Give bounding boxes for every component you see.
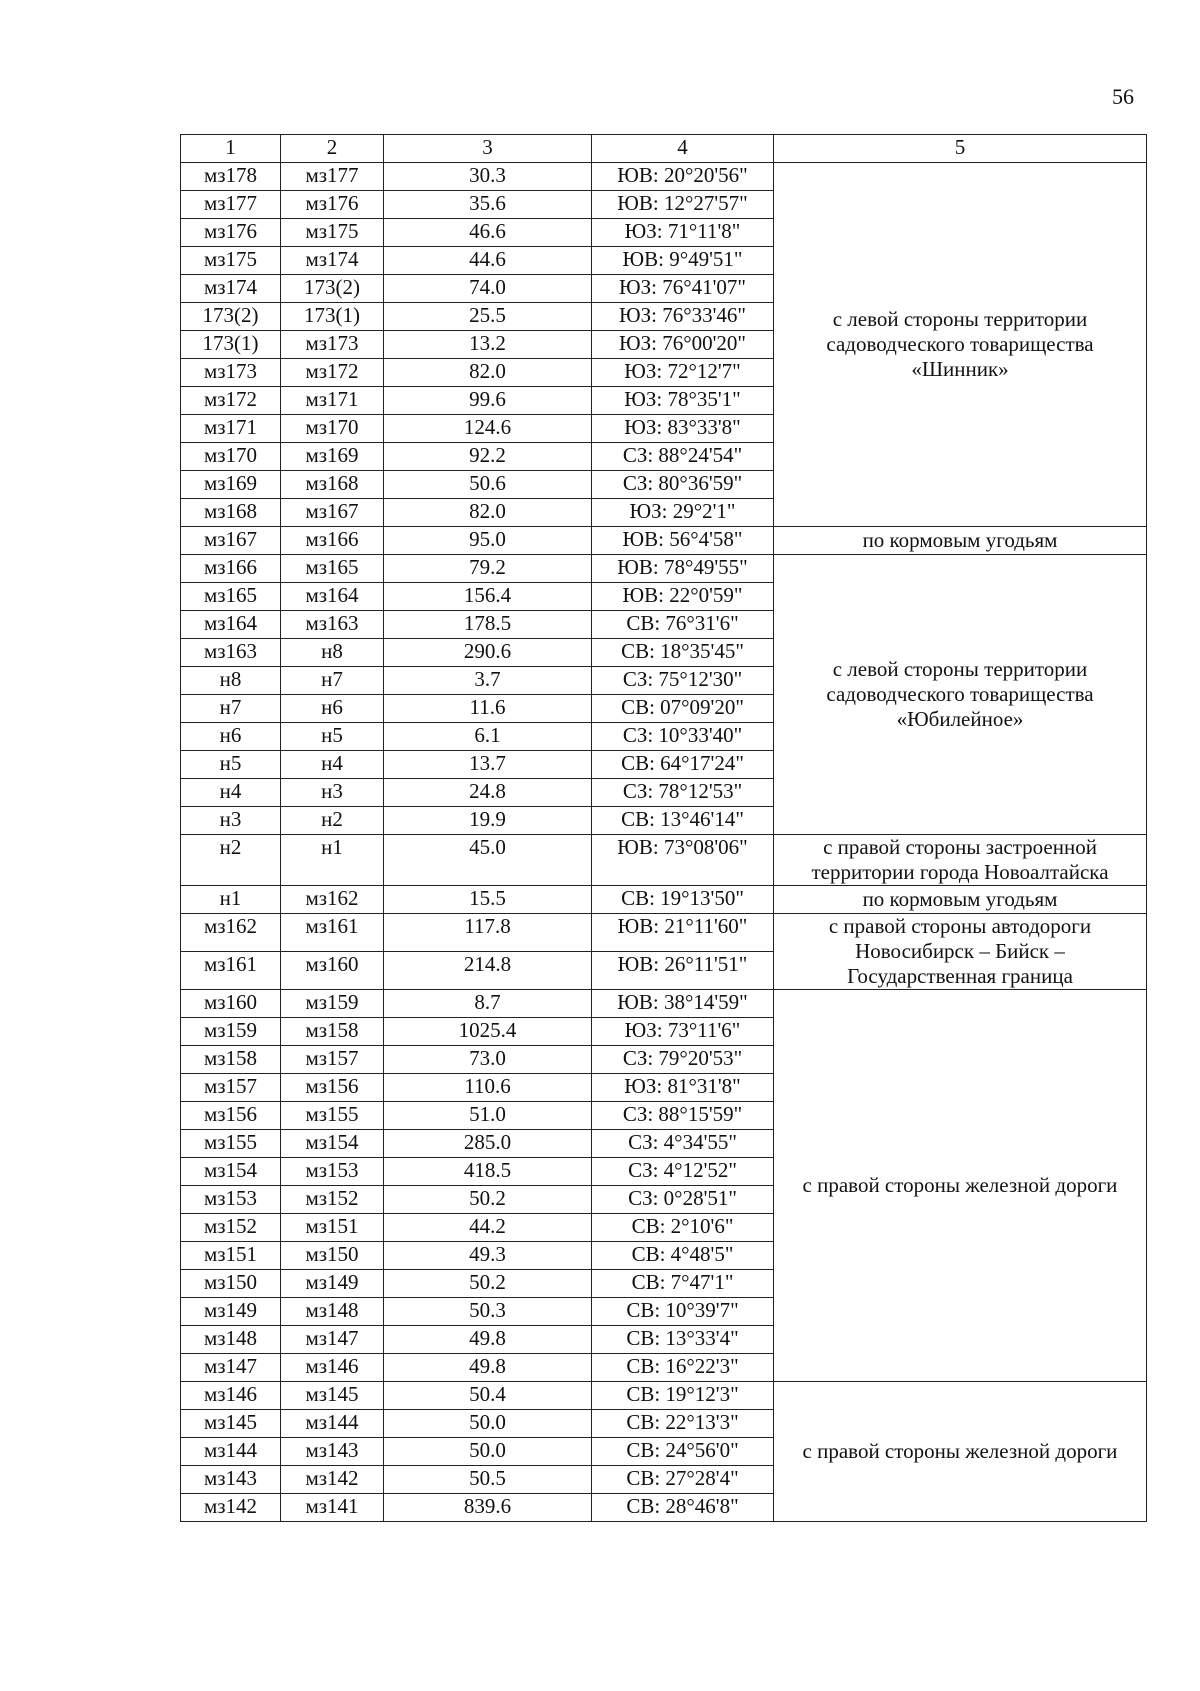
from-point-cell: мз166 [181, 555, 281, 583]
from-point-cell: 173(1) [181, 331, 281, 359]
to-point-cell: мз141 [281, 1494, 384, 1522]
to-point-cell: н6 [281, 695, 384, 723]
length-cell: 156.4 [384, 583, 592, 611]
length-cell: 79.2 [384, 555, 592, 583]
from-point-cell: мз154 [181, 1158, 281, 1186]
bearing-cell: ЮВ: 22°0'59" [592, 583, 774, 611]
from-point-cell: мз171 [181, 415, 281, 443]
to-point-cell: 173(2) [281, 275, 384, 303]
from-point-cell: мз150 [181, 1270, 281, 1298]
length-cell: 35.6 [384, 191, 592, 219]
from-point-cell: н4 [181, 779, 281, 807]
length-cell: 50.4 [384, 1382, 592, 1410]
from-point-cell: мз174 [181, 275, 281, 303]
bearing-cell: ЮВ: 56°4'58" [592, 527, 774, 555]
bearing-cell: СВ: 19°13'50" [592, 886, 774, 914]
from-point-cell: мз151 [181, 1242, 281, 1270]
bearing-cell: ЮВ: 12°27'57" [592, 191, 774, 219]
to-point-cell: мз146 [281, 1354, 384, 1382]
to-point-cell: мз173 [281, 331, 384, 359]
to-point-cell: мз177 [281, 163, 384, 191]
length-cell: 178.5 [384, 611, 592, 639]
description-cell: по кормовым угодьям [774, 527, 1147, 555]
from-point-cell: н2 [181, 835, 281, 886]
bearing-cell: ЮЗ: 78°35'1" [592, 387, 774, 415]
bearing-cell: СВ: 13°46'14" [592, 807, 774, 835]
header-cell: 1 [181, 135, 281, 163]
to-point-cell: мз160 [281, 952, 384, 990]
length-cell: 418.5 [384, 1158, 592, 1186]
length-cell: 11.6 [384, 695, 592, 723]
table-row [181, 163, 1147, 191]
table-row [181, 990, 1147, 1018]
to-point-cell: мз169 [281, 443, 384, 471]
length-cell: 82.0 [384, 499, 592, 527]
bearing-cell: СЗ: 10°33'40" [592, 723, 774, 751]
description-cell: с правой стороны автодороги Новосибирск – Бийск – Государственная граница [774, 914, 1147, 990]
from-point-cell: мз177 [181, 191, 281, 219]
length-cell: 19.9 [384, 807, 592, 835]
bearing-cell: СЗ: 88°24'54" [592, 443, 774, 471]
to-point-cell: н7 [281, 667, 384, 695]
to-point-cell: мз153 [281, 1158, 384, 1186]
length-cell: 49.8 [384, 1326, 592, 1354]
bearing-cell: ЮЗ: 76°00'20" [592, 331, 774, 359]
from-point-cell: мз142 [181, 1494, 281, 1522]
to-point-cell: мз147 [281, 1326, 384, 1354]
table-row [181, 555, 1147, 583]
from-point-cell: н5 [181, 751, 281, 779]
description-cell: с левой стороны территории садоводческого товарищества «Шинник» [774, 163, 1147, 527]
to-point-cell: мз156 [281, 1074, 384, 1102]
to-point-cell: мз166 [281, 527, 384, 555]
bearing-cell: ЮВ: 73°08'06" [592, 835, 774, 886]
to-point-cell: мз165 [281, 555, 384, 583]
bearing-cell: СЗ: 0°28'51" [592, 1186, 774, 1214]
length-cell: 50.0 [384, 1438, 592, 1466]
from-point-cell: мз145 [181, 1410, 281, 1438]
from-point-cell: мз165 [181, 583, 281, 611]
to-point-cell: мз164 [281, 583, 384, 611]
bearing-cell: ЮВ: 38°14'59" [592, 990, 774, 1018]
length-cell: 124.6 [384, 415, 592, 443]
from-point-cell: мз158 [181, 1046, 281, 1074]
bearing-cell: ЮЗ: 72°12'7" [592, 359, 774, 387]
from-point-cell: мз168 [181, 499, 281, 527]
length-cell: 50.6 [384, 471, 592, 499]
length-cell: 74.0 [384, 275, 592, 303]
to-point-cell: мз172 [281, 359, 384, 387]
bearing-cell: СВ: 16°22'3" [592, 1354, 774, 1382]
bearing-cell: СВ: 07°09'20" [592, 695, 774, 723]
bearing-cell: ЮВ: 78°49'55" [592, 555, 774, 583]
length-cell: 30.3 [384, 163, 592, 191]
table-row [181, 835, 1147, 886]
length-cell: 6.1 [384, 723, 592, 751]
to-point-cell: мз144 [281, 1410, 384, 1438]
from-point-cell: мз163 [181, 639, 281, 667]
length-cell: 50.3 [384, 1298, 592, 1326]
bearing-cell: ЮЗ: 81°31'8" [592, 1074, 774, 1102]
to-point-cell: мз148 [281, 1298, 384, 1326]
page-number: 56 [1112, 84, 1134, 109]
boundary-table [180, 134, 1147, 1522]
to-point-cell: мз175 [281, 219, 384, 247]
length-cell: 92.2 [384, 443, 592, 471]
length-cell: 45.0 [384, 835, 592, 886]
bearing-cell: ЮЗ: 71°11'8" [592, 219, 774, 247]
length-cell: 8.7 [384, 990, 592, 1018]
to-point-cell: мз162 [281, 886, 384, 914]
length-cell: 50.0 [384, 1410, 592, 1438]
length-cell: 49.8 [384, 1354, 592, 1382]
length-cell: 46.6 [384, 219, 592, 247]
to-point-cell: мз151 [281, 1214, 384, 1242]
from-point-cell: мз178 [181, 163, 281, 191]
to-point-cell: мз155 [281, 1102, 384, 1130]
bearing-cell: СВ: 19°12'3" [592, 1382, 774, 1410]
to-point-cell: н8 [281, 639, 384, 667]
bearing-cell: СВ: 2°10'6" [592, 1214, 774, 1242]
description-cell: с правой стороны железной дороги [774, 1382, 1147, 1522]
bearing-cell: СВ: 28°46'8" [592, 1494, 774, 1522]
description-cell: по кормовым угодьям [774, 886, 1147, 914]
table-row [181, 914, 1147, 952]
to-point-cell: н5 [281, 723, 384, 751]
length-cell: 15.5 [384, 886, 592, 914]
to-point-cell: н3 [281, 779, 384, 807]
bearing-cell: СВ: 27°28'4" [592, 1466, 774, 1494]
length-cell: 44.6 [384, 247, 592, 275]
from-point-cell: мз162 [181, 914, 281, 952]
to-point-cell: мз154 [281, 1130, 384, 1158]
length-cell: 13.7 [384, 751, 592, 779]
bearing-cell: СВ: 22°13'3" [592, 1410, 774, 1438]
to-point-cell: мз145 [281, 1382, 384, 1410]
length-cell: 49.3 [384, 1242, 592, 1270]
to-point-cell: мз149 [281, 1270, 384, 1298]
to-point-cell: мз163 [281, 611, 384, 639]
to-point-cell: н1 [281, 835, 384, 886]
header-cell: 4 [592, 135, 774, 163]
length-cell: 50.2 [384, 1186, 592, 1214]
table-row [181, 527, 1147, 555]
from-point-cell: 173(2) [181, 303, 281, 331]
from-point-cell: мз152 [181, 1214, 281, 1242]
to-point-cell: мз161 [281, 914, 384, 952]
bearing-cell: ЮЗ: 76°41'07" [592, 275, 774, 303]
to-point-cell: мз171 [281, 387, 384, 415]
length-cell: 50.2 [384, 1270, 592, 1298]
from-point-cell: мз149 [181, 1298, 281, 1326]
to-point-cell: 173(1) [281, 303, 384, 331]
from-point-cell: мз169 [181, 471, 281, 499]
to-point-cell: мз159 [281, 990, 384, 1018]
from-point-cell: н1 [181, 886, 281, 914]
from-point-cell: мз156 [181, 1102, 281, 1130]
length-cell: 50.5 [384, 1466, 592, 1494]
bearing-cell: СЗ: 88°15'59" [592, 1102, 774, 1130]
length-cell: 51.0 [384, 1102, 592, 1130]
length-cell: 73.0 [384, 1046, 592, 1074]
from-point-cell: мз173 [181, 359, 281, 387]
length-cell: 44.2 [384, 1214, 592, 1242]
bearing-cell: ЮЗ: 76°33'46" [592, 303, 774, 331]
length-cell: 285.0 [384, 1130, 592, 1158]
bearing-cell: СВ: 24°56'0" [592, 1438, 774, 1466]
bearing-cell: СВ: 76°31'6" [592, 611, 774, 639]
bearing-cell: СВ: 13°33'4" [592, 1326, 774, 1354]
bearing-cell: СЗ: 80°36'59" [592, 471, 774, 499]
to-point-cell: мз170 [281, 415, 384, 443]
bearing-cell: ЮЗ: 73°11'6" [592, 1018, 774, 1046]
from-point-cell: мз159 [181, 1018, 281, 1046]
from-point-cell: мз175 [181, 247, 281, 275]
bearing-cell: СВ: 4°48'5" [592, 1242, 774, 1270]
to-point-cell: н2 [281, 807, 384, 835]
bearing-cell: СВ: 10°39'7" [592, 1298, 774, 1326]
length-cell: 25.5 [384, 303, 592, 331]
from-point-cell: мз155 [181, 1130, 281, 1158]
from-point-cell: н7 [181, 695, 281, 723]
bearing-cell: СЗ: 4°12'52" [592, 1158, 774, 1186]
from-point-cell: мз147 [181, 1354, 281, 1382]
from-point-cell: мз176 [181, 219, 281, 247]
length-cell: 82.0 [384, 359, 592, 387]
bearing-cell: ЮВ: 9°49'51" [592, 247, 774, 275]
from-point-cell: мз161 [181, 952, 281, 990]
bearing-cell: СЗ: 78°12'53" [592, 779, 774, 807]
from-point-cell: мз153 [181, 1186, 281, 1214]
description-cell: с правой стороны железной дороги [774, 990, 1147, 1382]
length-cell: 3.7 [384, 667, 592, 695]
description-cell: с левой стороны территории садоводческого товарищества «Юбилейное» [774, 555, 1147, 835]
bearing-cell: СЗ: 79°20'53" [592, 1046, 774, 1074]
bearing-cell: СВ: 18°35'45" [592, 639, 774, 667]
header-cell: 5 [774, 135, 1147, 163]
length-cell: 214.8 [384, 952, 592, 990]
to-point-cell: мз143 [281, 1438, 384, 1466]
to-point-cell: мз168 [281, 471, 384, 499]
bearing-cell: СВ: 7°47'1" [592, 1270, 774, 1298]
length-cell: 95.0 [384, 527, 592, 555]
from-point-cell: мз170 [181, 443, 281, 471]
from-point-cell: мз148 [181, 1326, 281, 1354]
to-point-cell: мз167 [281, 499, 384, 527]
length-cell: 99.6 [384, 387, 592, 415]
length-cell: 24.8 [384, 779, 592, 807]
length-cell: 290.6 [384, 639, 592, 667]
from-point-cell: мз143 [181, 1466, 281, 1494]
description-cell: с правой стороны застроенной территории города Новоалтайска [774, 835, 1147, 886]
to-point-cell: мз176 [281, 191, 384, 219]
bearing-cell: СЗ: 75°12'30" [592, 667, 774, 695]
length-cell: 117.8 [384, 914, 592, 952]
bearing-cell: СЗ: 4°34'55" [592, 1130, 774, 1158]
from-point-cell: мз144 [181, 1438, 281, 1466]
bearing-cell: ЮВ: 26°11'51" [592, 952, 774, 990]
from-point-cell: н6 [181, 723, 281, 751]
to-point-cell: мз158 [281, 1018, 384, 1046]
to-point-cell: мз157 [281, 1046, 384, 1074]
length-cell: 1025.4 [384, 1018, 592, 1046]
from-point-cell: мз146 [181, 1382, 281, 1410]
to-point-cell: мз152 [281, 1186, 384, 1214]
from-point-cell: мз160 [181, 990, 281, 1018]
from-point-cell: мз157 [181, 1074, 281, 1102]
from-point-cell: мз167 [181, 527, 281, 555]
table-row [181, 886, 1147, 914]
to-point-cell: мз150 [281, 1242, 384, 1270]
to-point-cell: мз174 [281, 247, 384, 275]
from-point-cell: мз172 [181, 387, 281, 415]
length-cell: 13.2 [384, 331, 592, 359]
bearing-cell: СВ: 64°17'24" [592, 751, 774, 779]
to-point-cell: н4 [281, 751, 384, 779]
table-row [181, 1382, 1147, 1410]
header-cell: 2 [281, 135, 384, 163]
header-cell: 3 [384, 135, 592, 163]
to-point-cell: мз142 [281, 1466, 384, 1494]
from-point-cell: мз164 [181, 611, 281, 639]
from-point-cell: н8 [181, 667, 281, 695]
bearing-cell: ЮВ: 20°20'56" [592, 163, 774, 191]
from-point-cell: н3 [181, 807, 281, 835]
header-row [181, 135, 1147, 163]
bearing-cell: ЮЗ: 29°2'1" [592, 499, 774, 527]
length-cell: 839.6 [384, 1494, 592, 1522]
bearing-cell: ЮЗ: 83°33'8" [592, 415, 774, 443]
bearing-cell: ЮВ: 21°11'60" [592, 914, 774, 952]
length-cell: 110.6 [384, 1074, 592, 1102]
